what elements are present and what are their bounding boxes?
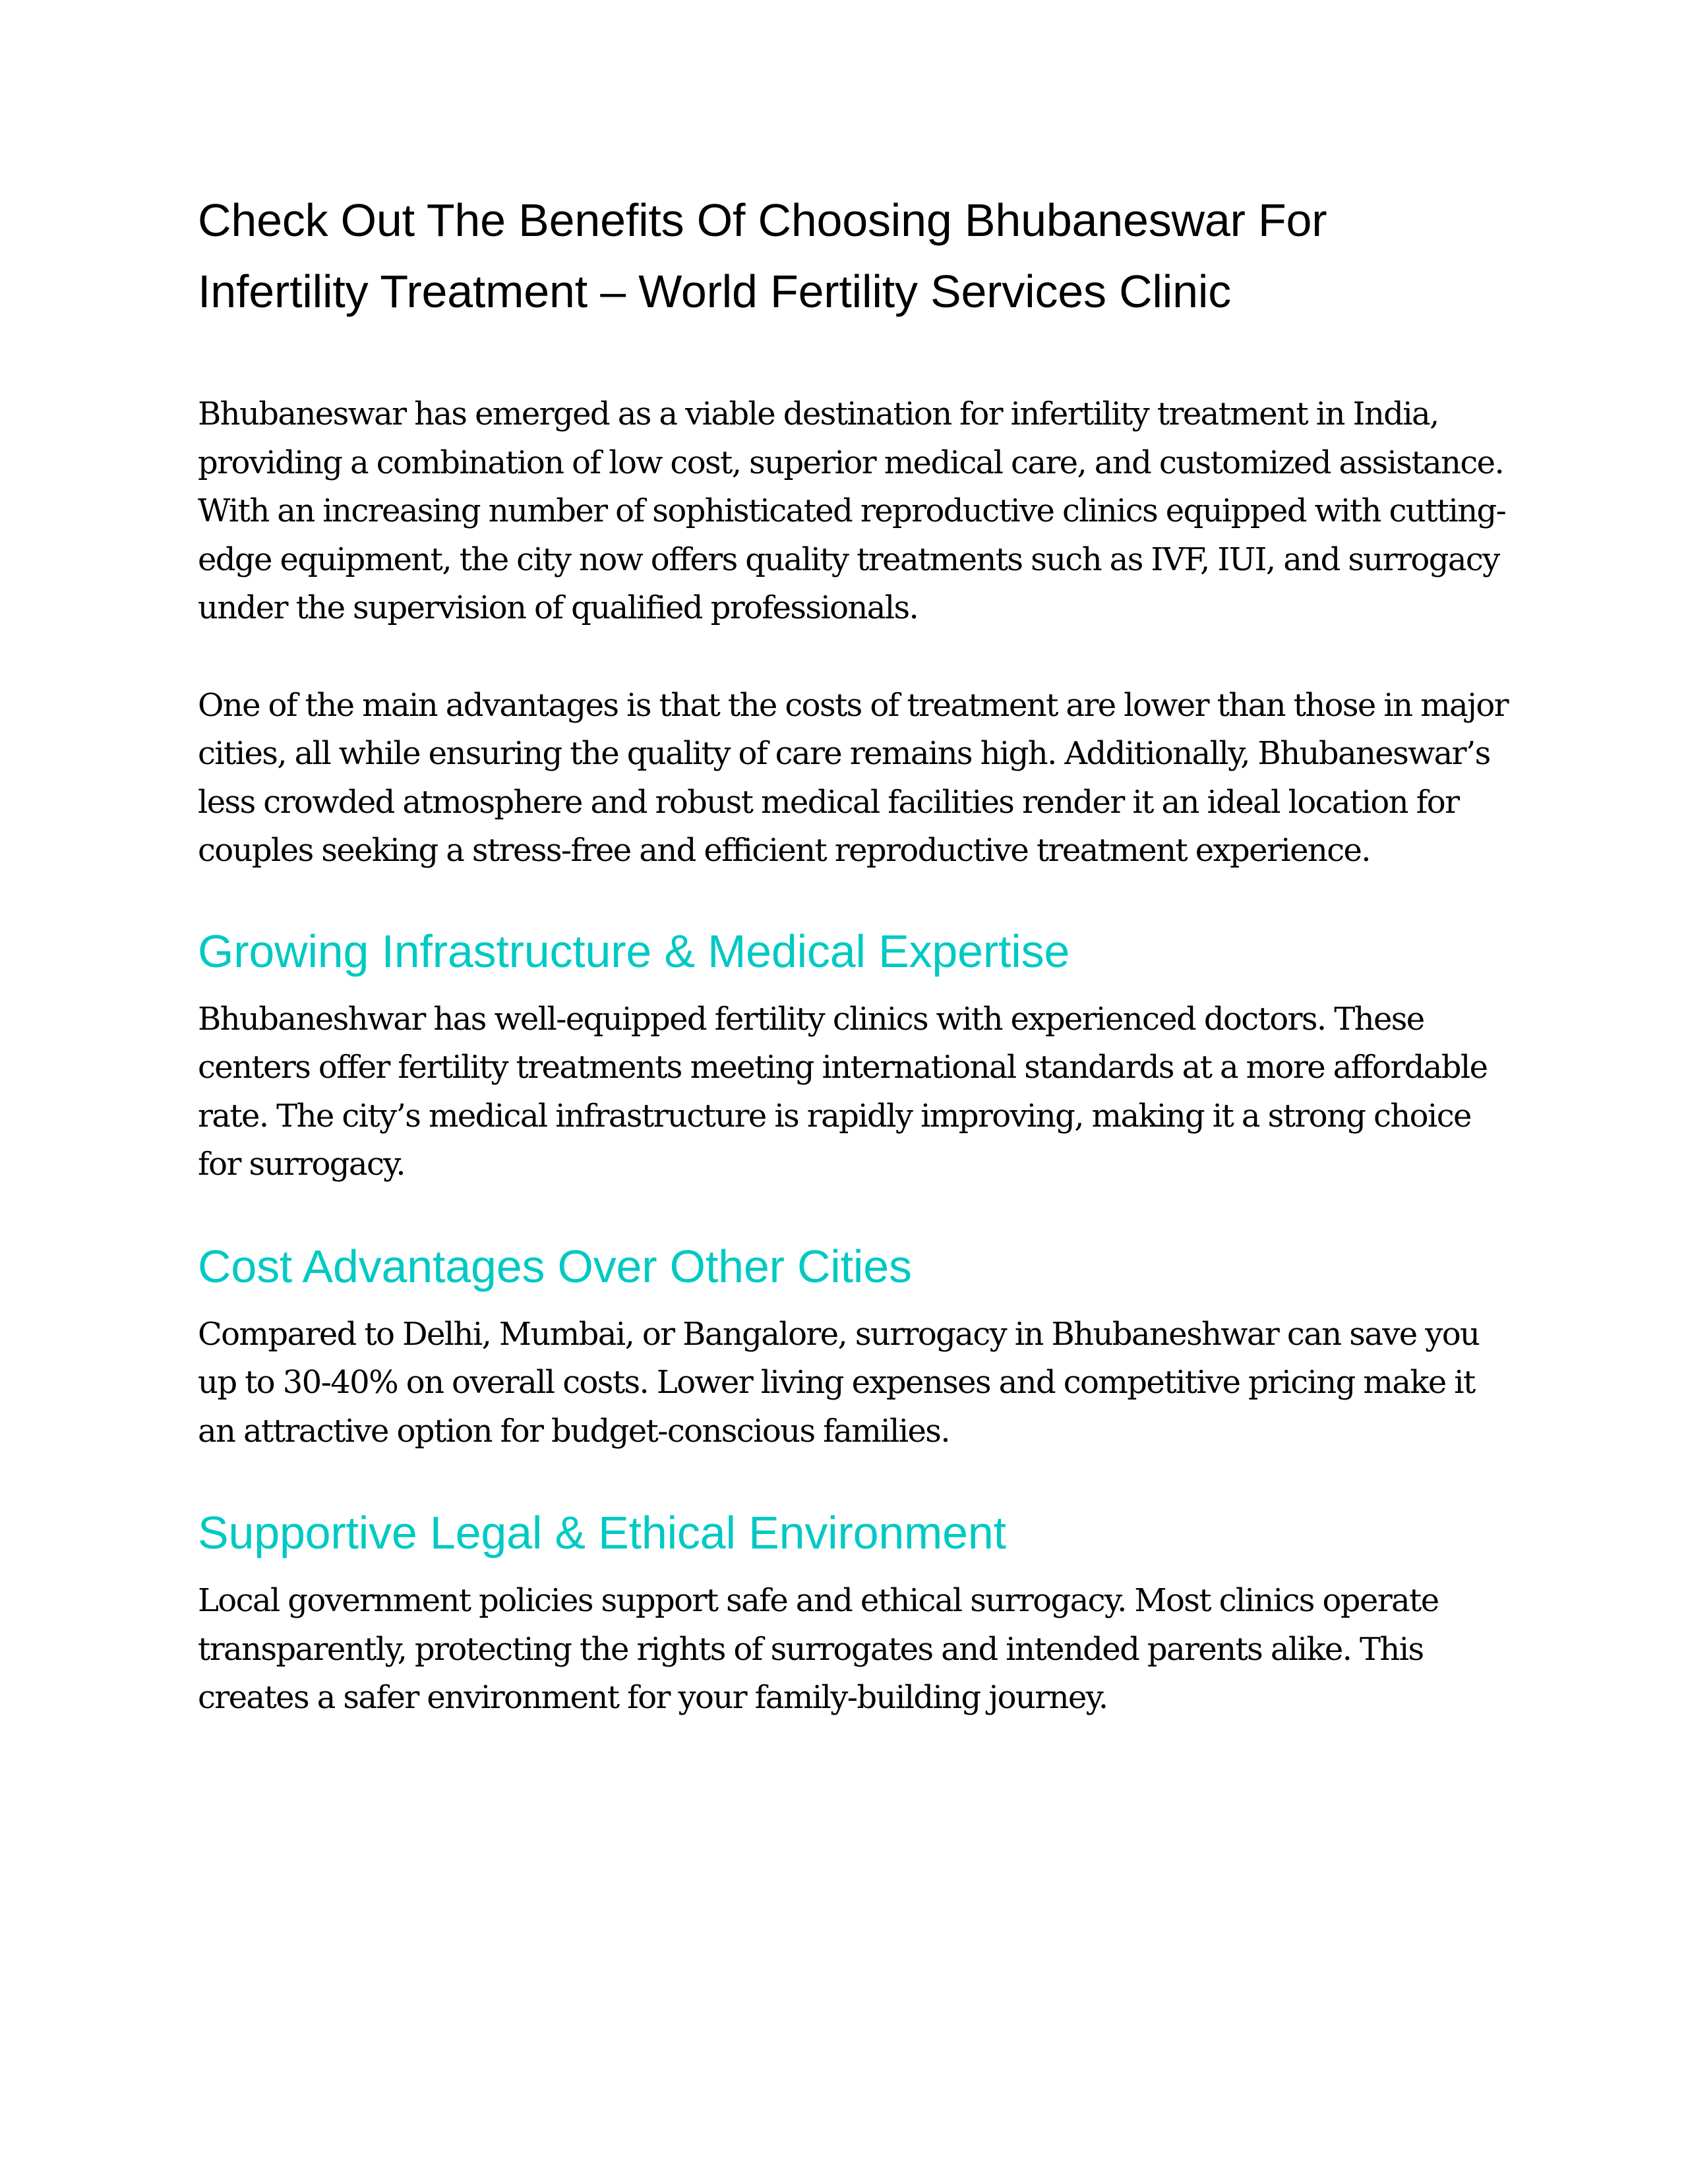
document-content: [198, 185, 1510, 1723]
section-cost-advantages: [198, 1237, 1510, 1456]
document-title: Check Out The Benefits Of Choosing Bhubaneswar For Infertility Treatment – World Fertility Services Clinic: [198, 194, 1327, 317]
section-heading: Supportive Legal & Ethical Environment: [198, 1507, 1006, 1558]
intro-paragraph: One of the main advantages is that the costs of treatment are lower than those in major cities, all while ensuring the quality of care remains high. Additionally, Bhubaneswar’s less crowded atmosphere and robust medical facilities render it an ideal location for couples seeking a stress-free and efficient reproductive treatment experience.: [198, 686, 1508, 869]
section-heading: Cost Advantages Over Other Cities: [198, 1240, 912, 1292]
section-body: Compared to Delhi, Mumbai, or Bangalore, surrogacy in Bhubaneshwar can save you up to 30-40% on overall costs. Lower living expenses and competitive pricing make it an attractive option for budget-conscious families.: [198, 1315, 1480, 1450]
section-body: Bhubaneshwar has well-equipped fertility clinics with experienced doctors. These centers offer fertility treatments meeting international standards at a more affordable rate. The city’s medical infrastructure is rapidly improving, making it a strong choice for surrogacy.: [198, 1000, 1488, 1183]
section-legal-ethical: [198, 1503, 1510, 1723]
section-infrastructure: [198, 922, 1510, 1189]
intro-paragraph: Bhubaneswar has emerged as a viable destination for infertility treatment in India, providing a combination of low cost, superior medical care, and customized assistance. With an increasing number of sophisticated reproductive clinics equipped with cutting-edge equipment, the city now offers quality treatments such as IVF, IUI, and surrogacy under the supervision of qualified professionals.: [198, 396, 1506, 626]
section-heading: Growing Infrastructure & Medical Expertise: [198, 925, 1070, 977]
section-body: Local government policies support safe and ethical surrogacy. Most clinics operate transparently, protecting the rights of surrogates and intended parents alike. This creates a safer environment for your family-building journey.: [198, 1582, 1439, 1716]
